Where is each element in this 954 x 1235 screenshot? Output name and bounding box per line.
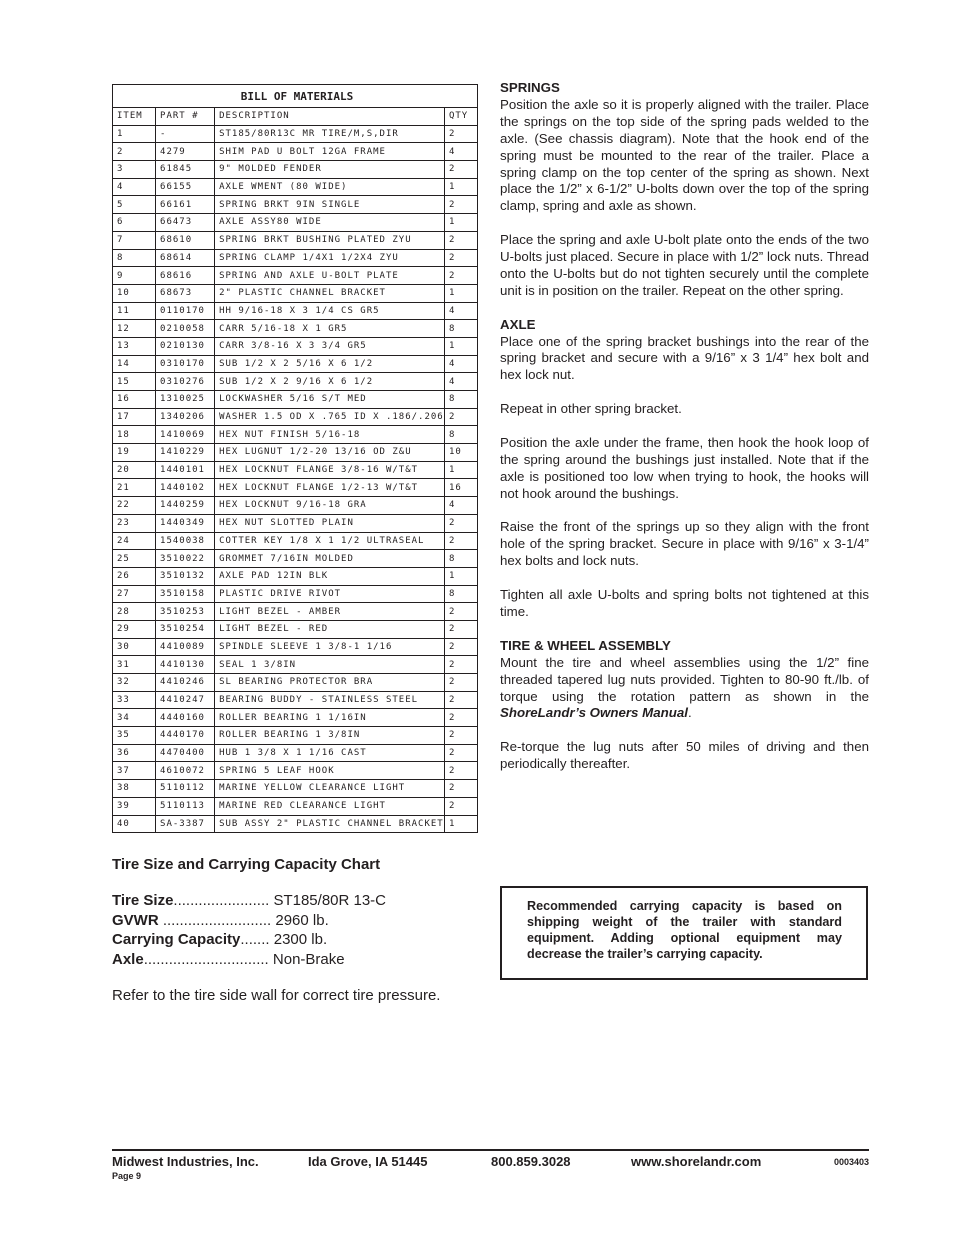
- spec-value: Non-Brake: [272, 950, 345, 968]
- bom-qty: 2: [444, 797, 477, 815]
- bom-description: SPRING 5 LEAF HOOK: [215, 762, 445, 780]
- bom-row: [113, 143, 478, 161]
- bom-row: [113, 461, 478, 479]
- bom-description: 9" MOLDED FENDER: [215, 161, 445, 179]
- axle-paragraph-5: Tighten all axle U-bolts and spring bolts not tightened at this time.: [500, 587, 869, 619]
- bom-row: [113, 550, 478, 568]
- bom-qty: 1: [444, 178, 477, 196]
- bom-item-number: 3: [113, 161, 156, 179]
- bom-row: [113, 815, 478, 833]
- bom-part-number: 4410247: [156, 691, 215, 709]
- footer-doc-number: 0003403: [833, 1157, 869, 1167]
- bom-description: WASHER 1.5 OD X .765 ID X .186/.206: [215, 408, 445, 426]
- bom-qty: 2: [444, 744, 477, 762]
- bom-part-number: 1440259: [156, 497, 215, 515]
- bom-description: SEAL 1 3/8IN: [215, 656, 445, 674]
- bom-item-number: 36: [113, 744, 156, 762]
- bom-qty: 2: [444, 603, 477, 621]
- bom-description: AXLE PAD 12IN BLK: [215, 567, 445, 585]
- bom-part-number: 1440349: [156, 514, 215, 532]
- bom-qty: 2: [444, 514, 477, 532]
- bom-description: 2" PLASTIC CHANNEL BRACKET: [215, 284, 445, 302]
- bom-qty: 8: [444, 426, 477, 444]
- spec-dots: ..........................: [158, 911, 272, 929]
- bom-qty: 1: [444, 337, 477, 355]
- bom-part-number: 3510022: [156, 550, 215, 568]
- bom-qty: 1: [444, 284, 477, 302]
- bom-item-number: 2: [113, 143, 156, 161]
- bom-part-number: 0110170: [156, 302, 215, 320]
- spec-value: ST185/80R 13-C: [273, 892, 387, 909]
- bom-part-number: 1540038: [156, 532, 215, 550]
- bom-qty: 1: [444, 461, 477, 479]
- bom-description: LIGHT BEZEL - AMBER: [215, 603, 445, 621]
- springs-paragraph-1: Position the axle so it is properly aligned with the trailer. Place the springs on the top side of the spring pads welded to the axle. (See chassis diagram). Note that the hook end of the spring must be mounted to the rear of the trailer. Place a spring clamp on the top center of the spring as shown. Next place the 1/2” x 6-1/2” U-bolts down over the top of the spring clamp, spring and axle as shown.: [500, 96, 869, 214]
- bom-description: HEX NUT SLOTTED PLAIN: [215, 514, 445, 532]
- bom-row: [113, 762, 478, 780]
- bom-row: [113, 638, 478, 656]
- bom-description: SL BEARING PROTECTOR BRA: [215, 674, 445, 692]
- bom-item-number: 14: [113, 355, 156, 373]
- bom-row: [113, 727, 478, 745]
- bom-row: [113, 408, 478, 426]
- bom-part-number: 5110112: [156, 780, 215, 798]
- bom-item-number: 33: [113, 691, 156, 709]
- footer-city: Ida Grove, IA 51445: [308, 1154, 428, 1169]
- bom-row: [113, 497, 478, 515]
- bom-qty: 2: [444, 727, 477, 745]
- bom-item-number: 15: [113, 373, 156, 391]
- bom-row: [113, 674, 478, 692]
- bom-qty: 2: [444, 196, 477, 214]
- bom-qty: 2: [444, 231, 477, 249]
- bom-row: [113, 514, 478, 532]
- tire-chart-title: Tire Size and Carrying Capacity Chart: [112, 856, 381, 873]
- bom-part-number: 3510253: [156, 603, 215, 621]
- bom-row: [113, 744, 478, 762]
- bom-row: [113, 780, 478, 798]
- capacity-notice-box: [500, 886, 868, 980]
- bom-part-number: 1310025: [156, 391, 215, 409]
- bom-description: ROLLER BEARING 1 1/16IN: [215, 709, 445, 727]
- bom-part-number: 4410089: [156, 638, 215, 656]
- bom-item-number: 29: [113, 620, 156, 638]
- bom-qty: 2: [444, 532, 477, 550]
- tire-wheel-text: Mount the tire and wheel assemblies using the 1/2” fine threaded tapered lug nuts provided. Tighten to 80-90 ft./lb. of torque using the rotation pattern as shown in the: [500, 654, 869, 704]
- instructions-column: [500, 80, 869, 790]
- footer-company: Midwest Industries, Inc.: [112, 1154, 259, 1169]
- bom-row: [113, 214, 478, 232]
- bom-item-number: 23: [113, 514, 156, 532]
- bom-description: LIGHT BEZEL - RED: [215, 620, 445, 638]
- bom-description: SUB 1/2 X 2 5/16 X 6 1/2: [215, 355, 445, 373]
- bom-row: [113, 161, 478, 179]
- bom-description: SPINDLE SLEEVE 1 3/8-1 1/16: [215, 638, 445, 656]
- bom-description: PLASTIC DRIVE RIVOT: [215, 585, 445, 603]
- bom-description: HH 9/16-18 X 3 1/4 CS GR5: [215, 302, 445, 320]
- bom-part-number: 4440170: [156, 727, 215, 745]
- bom-row: [113, 196, 478, 214]
- axle-paragraph-3: Position the axle under the frame, then hook the hook loop of the spring around the bushings just installed. Note that if the axle is positioned too low when trying to hook, the hooks will not hook around the bushings.: [500, 434, 869, 501]
- bom-item-number: 28: [113, 603, 156, 621]
- bom-qty: 2: [444, 656, 477, 674]
- bom-qty: 2: [444, 691, 477, 709]
- bom-description: GROMMET 7/16IN MOLDED: [215, 550, 445, 568]
- bom-item-number: 31: [113, 656, 156, 674]
- bom-qty: 2: [444, 620, 477, 638]
- bom-row: [113, 603, 478, 621]
- bom-part-number: 4279: [156, 143, 215, 161]
- bom-description: HEX LOCKNUT FLANGE 1/2-13 W/T&T: [215, 479, 445, 497]
- bom-row: [113, 284, 478, 302]
- bom-qty: 4: [444, 497, 477, 515]
- bom-part-number: 3510254: [156, 620, 215, 638]
- bom-row: [113, 373, 478, 391]
- bom-item-number: 24: [113, 532, 156, 550]
- springs-paragraph-2: Place the spring and axle U-bolt plate onto the ends of the two U-bolts just placed. Secure in place with 1/2” lock nuts. Thread onto the U-bolts but do not tighten securely until the complete unit is in position on the trailer. Repeat on the other spring.: [500, 232, 869, 298]
- bom-qty: 16: [444, 479, 477, 497]
- owners-manual-reference: ShoreLandr’s Owners Manual: [500, 705, 688, 721]
- axle-heading: AXLE: [500, 316, 536, 332]
- bom-qty: 1: [444, 815, 477, 833]
- bom-description: HEX NUT FINISH 5/16-18: [215, 426, 445, 444]
- bom-part-number: 0310276: [156, 373, 215, 391]
- bom-item-number: 32: [113, 674, 156, 692]
- spec-row-tire-size: [112, 891, 492, 911]
- bom-row: [113, 391, 478, 409]
- bom-row: [113, 355, 478, 373]
- bom-description: ST185/80R13C MR TIRE/M,S,DIR: [215, 125, 445, 143]
- bom-part-number: 66161: [156, 196, 215, 214]
- bom-item-number: 11: [113, 302, 156, 320]
- bom-part-number: 66155: [156, 178, 215, 196]
- bom-part-number: 68673: [156, 284, 215, 302]
- bom-description: ROLLER BEARING 1 3/8IN: [215, 727, 445, 745]
- bom-item-number: 18: [113, 426, 156, 444]
- bom-qty: 2: [444, 249, 477, 267]
- bom-item-number: 4: [113, 178, 156, 196]
- bom-qty: 1: [444, 567, 477, 585]
- bom-part-number: SA-3387: [156, 815, 215, 833]
- bom-description: SPRING BRKT 9IN SINGLE: [215, 196, 445, 214]
- bom-description: MARINE RED CLEARANCE LIGHT: [215, 797, 445, 815]
- bom-part-number: 4470400: [156, 744, 215, 762]
- tire-pressure-note: Refer to the tire side wall for correct tire pressure.: [112, 987, 441, 1004]
- bom-item-number: 26: [113, 567, 156, 585]
- capacity-notice-text: Recommended carrying capacity is based on shipping weight of the trailer with standard equipment. Adding optional equipment may decrease the trailer’s carrying capacity.: [527, 899, 842, 962]
- bom-part-number: 0210058: [156, 320, 215, 338]
- bom-item-number: 7: [113, 231, 156, 249]
- bom-part-number: 68614: [156, 249, 215, 267]
- bom-item-number: 34: [113, 709, 156, 727]
- spec-row-carrying-capacity: [112, 930, 492, 950]
- bom-qty: 2: [444, 267, 477, 285]
- bom-qty: 4: [444, 373, 477, 391]
- bom-part-number: 0310170: [156, 355, 215, 373]
- bom-part-number: 66473: [156, 214, 215, 232]
- page-number: Page 9: [112, 1171, 142, 1181]
- tire-wheel-heading: TIRE & WHEEL ASSEMBLY: [500, 637, 671, 653]
- page-footer: [112, 1149, 869, 1181]
- bom-part-number: 3510132: [156, 567, 215, 585]
- spec-label: Axle: [112, 950, 144, 968]
- bom-description: HUB 1 3/8 X 1 1/16 CAST: [215, 744, 445, 762]
- bom-header-qty: QTY: [444, 108, 477, 126]
- bom-part-number: 5110113: [156, 797, 215, 815]
- bom-description: AXLE WMENT (80 WIDE): [215, 178, 445, 196]
- bom-description: HEX LOCKNUT FLANGE 3/8-16 W/T&T: [215, 461, 445, 479]
- bom-qty: 1: [444, 214, 477, 232]
- bom-title: BILL OF MATERIALS: [113, 85, 478, 108]
- bom-item-number: 8: [113, 249, 156, 267]
- bom-qty: 8: [444, 585, 477, 603]
- bom-qty: 8: [444, 550, 477, 568]
- bom-item-number: 25: [113, 550, 156, 568]
- tire-wheel-paragraph-1: [500, 655, 869, 723]
- bom-qty: 2: [444, 674, 477, 692]
- bom-row: [113, 444, 478, 462]
- bom-part-number: -: [156, 125, 215, 143]
- bom-header-description: DESCRIPTION: [215, 108, 445, 126]
- bom-row: [113, 125, 478, 143]
- bom-part-number: 0210130: [156, 337, 215, 355]
- bom-description: AXLE ASSY80 WIDE: [215, 214, 445, 232]
- bom-qty: 2: [444, 780, 477, 798]
- bom-item-number: 10: [113, 284, 156, 302]
- bom-description: CARR 3/8-16 X 3 3/4 GR5: [215, 337, 445, 355]
- bom-body: [113, 125, 478, 833]
- footer-website: www.shorelandr.com: [631, 1154, 762, 1169]
- bom-row: [113, 797, 478, 815]
- spec-value: 2300 lb.: [273, 931, 328, 948]
- spec-label: GVWR: [112, 911, 159, 929]
- bom-row: [113, 267, 478, 285]
- axle-paragraph-1: Place one of the spring bracket bushings into the rear of the spring bracket and secure with a 9/16” x 3 1/4” hex bolt and hex lock nut.: [500, 333, 869, 383]
- bom-item-number: 13: [113, 337, 156, 355]
- bom-qty: 2: [444, 125, 477, 143]
- bom-row: [113, 567, 478, 585]
- axle-paragraph-4: Raise the front of the springs up so they align with the front hole of the spring bracket. Secure in place with 9/16” x 3-1/4” hex bolts and lock nuts.: [500, 519, 869, 569]
- bom-description: SUB 1/2 X 2 9/16 X 6 1/2: [215, 373, 445, 391]
- bom-item-number: 37: [113, 762, 156, 780]
- bom-part-number: 61845: [156, 161, 215, 179]
- bom-item-number: 35: [113, 727, 156, 745]
- springs-heading: SPRINGS: [500, 80, 560, 95]
- bom-row: [113, 302, 478, 320]
- footer-phone: 800.859.3028: [491, 1154, 571, 1169]
- axle-paragraph-2: Repeat in other spring bracket.: [500, 401, 682, 417]
- spec-row-axle: [112, 950, 492, 970]
- bom-part-number: 4610072: [156, 762, 215, 780]
- bom-description: SPRING CLAMP 1/4X1 1/2X4 ZYU: [215, 249, 445, 267]
- bom-description: COTTER KEY 1/8 X 1 1/2 ULTRASEAL: [215, 532, 445, 550]
- bom-part-number: 1340206: [156, 408, 215, 426]
- spec-label: Carrying Capacity: [112, 931, 241, 948]
- bom-description: SUB ASSY 2" PLASTIC CHANNEL BRACKET: [215, 815, 445, 833]
- bom-description: HEX LUGNUT 1/2-20 13/16 OD Z&U: [215, 444, 445, 462]
- bom-item-number: 9: [113, 267, 156, 285]
- bom-qty: 2: [444, 762, 477, 780]
- bom-part-number: 3510158: [156, 585, 215, 603]
- bom-row: [113, 426, 478, 444]
- bom-qty: 4: [444, 355, 477, 373]
- bom-qty: 8: [444, 320, 477, 338]
- spec-value: 2960 lb.: [275, 911, 329, 929]
- bom-item-number: 22: [113, 497, 156, 515]
- spec-dots: .......: [240, 931, 270, 948]
- bom-row: [113, 249, 478, 267]
- bom-item-number: 1: [113, 125, 156, 143]
- bom-part-number: 4410130: [156, 656, 215, 674]
- bom-qty: 8: [444, 391, 477, 409]
- tire-wheel-paragraph-2: Re-torque the lug nuts after 50 miles of driving and then periodically thereafter.: [500, 739, 869, 772]
- bom-row: [113, 178, 478, 196]
- bom-item-number: 19: [113, 444, 156, 462]
- bom-part-number: 1410229: [156, 444, 215, 462]
- bom-row: [113, 320, 478, 338]
- bom-qty: 2: [444, 161, 477, 179]
- bom-part-number: 68616: [156, 267, 215, 285]
- bom-item-number: 6: [113, 214, 156, 232]
- bom-qty: 4: [444, 302, 477, 320]
- bom-description: HEX LOCKNUT 9/16-18 GRA: [215, 497, 445, 515]
- bom-part-number: 4440160: [156, 709, 215, 727]
- bom-description: BEARING BUDDY - STAINLESS STEEL: [215, 691, 445, 709]
- bom-description: LOCKWASHER 5/16 S/T MED: [215, 391, 445, 409]
- bom-qty: 2: [444, 408, 477, 426]
- bom-description: MARINE YELLOW CLEARANCE LIGHT: [215, 780, 445, 798]
- bom-header-part: PART #: [156, 108, 215, 126]
- bom-description: SPRING AND AXLE U-BOLT PLATE: [215, 267, 445, 285]
- spec-dots: ..............................: [143, 950, 269, 968]
- tire-wheel-text-end: .: [687, 705, 692, 721]
- bom-qty: 4: [444, 143, 477, 161]
- bom-part-number: 1440101: [156, 461, 215, 479]
- bom-description: CARR 5/16-18 X 1 GR5: [215, 320, 445, 338]
- bom-row: [113, 620, 478, 638]
- bom-item-number: 20: [113, 461, 156, 479]
- spec-dots: .......................: [173, 892, 270, 909]
- bom-item-number: 27: [113, 585, 156, 603]
- bom-row: [113, 585, 478, 603]
- bom-item-number: 30: [113, 638, 156, 656]
- bom-row: [113, 709, 478, 727]
- bom-header-item: ITEM: [113, 108, 156, 126]
- bom-row: [113, 656, 478, 674]
- bom-qty: 2: [444, 709, 477, 727]
- bom-item-number: 21: [113, 479, 156, 497]
- bom-item-number: 40: [113, 815, 156, 833]
- bom-description: SHIM PAD U BOLT 12GA FRAME: [215, 143, 445, 161]
- bom-row: [113, 231, 478, 249]
- bom-part-number: 1410069: [156, 426, 215, 444]
- bill-of-materials-table: [112, 84, 478, 833]
- bom-item-number: 12: [113, 320, 156, 338]
- bom-item-number: 16: [113, 391, 156, 409]
- bom-qty: 10: [444, 444, 477, 462]
- bom-item-number: 5: [113, 196, 156, 214]
- tire-capacity-chart: [112, 856, 492, 1004]
- bom-part-number: 4410246: [156, 674, 215, 692]
- bom-row: [113, 691, 478, 709]
- bom-row: [113, 532, 478, 550]
- bom-item-number: 38: [113, 780, 156, 798]
- bom-row: [113, 479, 478, 497]
- bom-part-number: 1440102: [156, 479, 215, 497]
- spec-label: Tire Size: [112, 892, 174, 909]
- bom-item-number: 39: [113, 797, 156, 815]
- bom-item-number: 17: [113, 408, 156, 426]
- bom-part-number: 68610: [156, 231, 215, 249]
- bom-qty: 2: [444, 638, 477, 656]
- bom-description: SPRING BRKT BUSHING PLATED ZYU: [215, 231, 445, 249]
- spec-row-gvwr: [112, 911, 492, 931]
- bom-row: [113, 337, 478, 355]
